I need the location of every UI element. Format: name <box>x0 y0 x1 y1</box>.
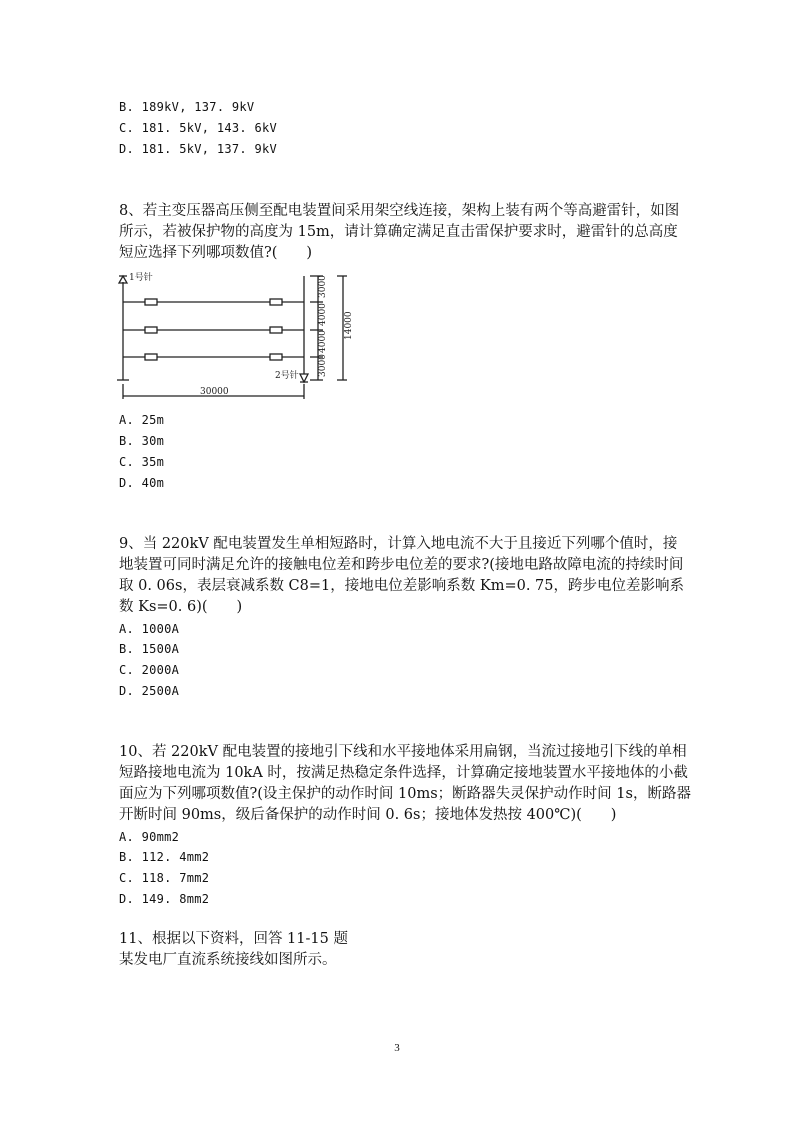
rod2-symbol <box>300 374 308 382</box>
dim-right-label-2: 4000 <box>318 303 328 326</box>
insulator <box>145 354 157 360</box>
dim-right-label-4: 3000 <box>318 354 328 377</box>
q10-option-b: B. 112. 4mm2 <box>119 850 210 864</box>
insulator <box>270 299 282 305</box>
q8-option-a: A. 25m <box>119 413 165 427</box>
q10-option-a: A. 90mm2 <box>119 830 180 844</box>
q8-option-b: B. 30m <box>119 434 165 448</box>
q8-stem <box>119 201 691 264</box>
q7-option-d: D. 181. 5kV, 137. 9kV <box>119 142 278 156</box>
insulator <box>145 299 157 305</box>
q9-option-c: C. 2000A <box>119 663 180 677</box>
q9-option-b: B. 1500A <box>119 642 180 656</box>
dim-right-label-3: 4000 <box>318 330 328 353</box>
rod1-symbol <box>119 276 127 283</box>
page-number: 3 <box>394 1042 400 1054</box>
q10-option-c: C. 118. 7mm2 <box>119 871 210 885</box>
dim-total-label: 14000 <box>344 311 354 340</box>
q9-option-d: D. 2500A <box>119 684 180 698</box>
q10-stem-text: 10、若 220kV 配电装置的接地引下线和水平接地体采用扁钢，当流过接地引下线的单相短路接地电流为 10kA 时，按满足热稳定条件选择，计算确定接地装置水平接地体的小截面应为下列哪项数值?(设主保护的动作时间 10ms；断路器失灵保护动作时间 1s，断路器开断时间 90ms，级后备保护的动作时间 0. 6s；接地体发热按 400℃)( ) <box>119 744 691 823</box>
q8-option-d: D. 40m <box>119 476 165 490</box>
q8-stem-text: 8、若主变压器高压侧至配电装置间采用架空线连接，架构上装有两个等高避雷针，如图所示，若被保护物的高度为 15m，请计算确定满足直击雷保护要求时，避雷针的总高度短应选择下列哪项数值?( ) <box>119 203 680 261</box>
insulator <box>270 327 282 333</box>
q7-option-b: B. 189kV, 137. 9kV <box>119 100 255 114</box>
q10-option-d: D. 149. 8mm2 <box>119 892 210 906</box>
lightning-rod-diagram <box>115 268 355 400</box>
q8-option-c: C. 35m <box>119 455 165 469</box>
q11-intro <box>119 929 691 971</box>
q9-stem-text: 9、当 220kV 配电装置发生单相短路时，计算入地电流不大于且接近下列哪个值时，接地装置可同时满足允许的接触电位差和跨步电位差的要求?(接地电路故障电流的持续时间取 0. 06s，表层衰减系数 C8=1，接地电位差影响系数 Km=0. 75，跨步电位差影响系数 Ks=0. 6)( ) <box>119 536 684 615</box>
q11-line-1: 11、根据以下资料，回答 11-15 题 <box>119 931 348 947</box>
q9-stem <box>119 534 691 618</box>
insulator <box>145 327 157 333</box>
dim-bottom-label: 30000 <box>200 387 229 397</box>
dim-right-label-1: 3000 <box>318 275 328 298</box>
q7-option-c: C. 181. 5kV, 143. 6kV <box>119 121 278 135</box>
rod1-label: 1号针 <box>129 273 153 283</box>
q10-stem <box>119 742 691 826</box>
q9-option-a: A. 1000A <box>119 622 180 636</box>
insulator <box>270 354 282 360</box>
rod2-label: 2号针 <box>275 371 299 381</box>
q11-line-2: 某发电厂直流系统接线如图所示。 <box>119 952 337 968</box>
